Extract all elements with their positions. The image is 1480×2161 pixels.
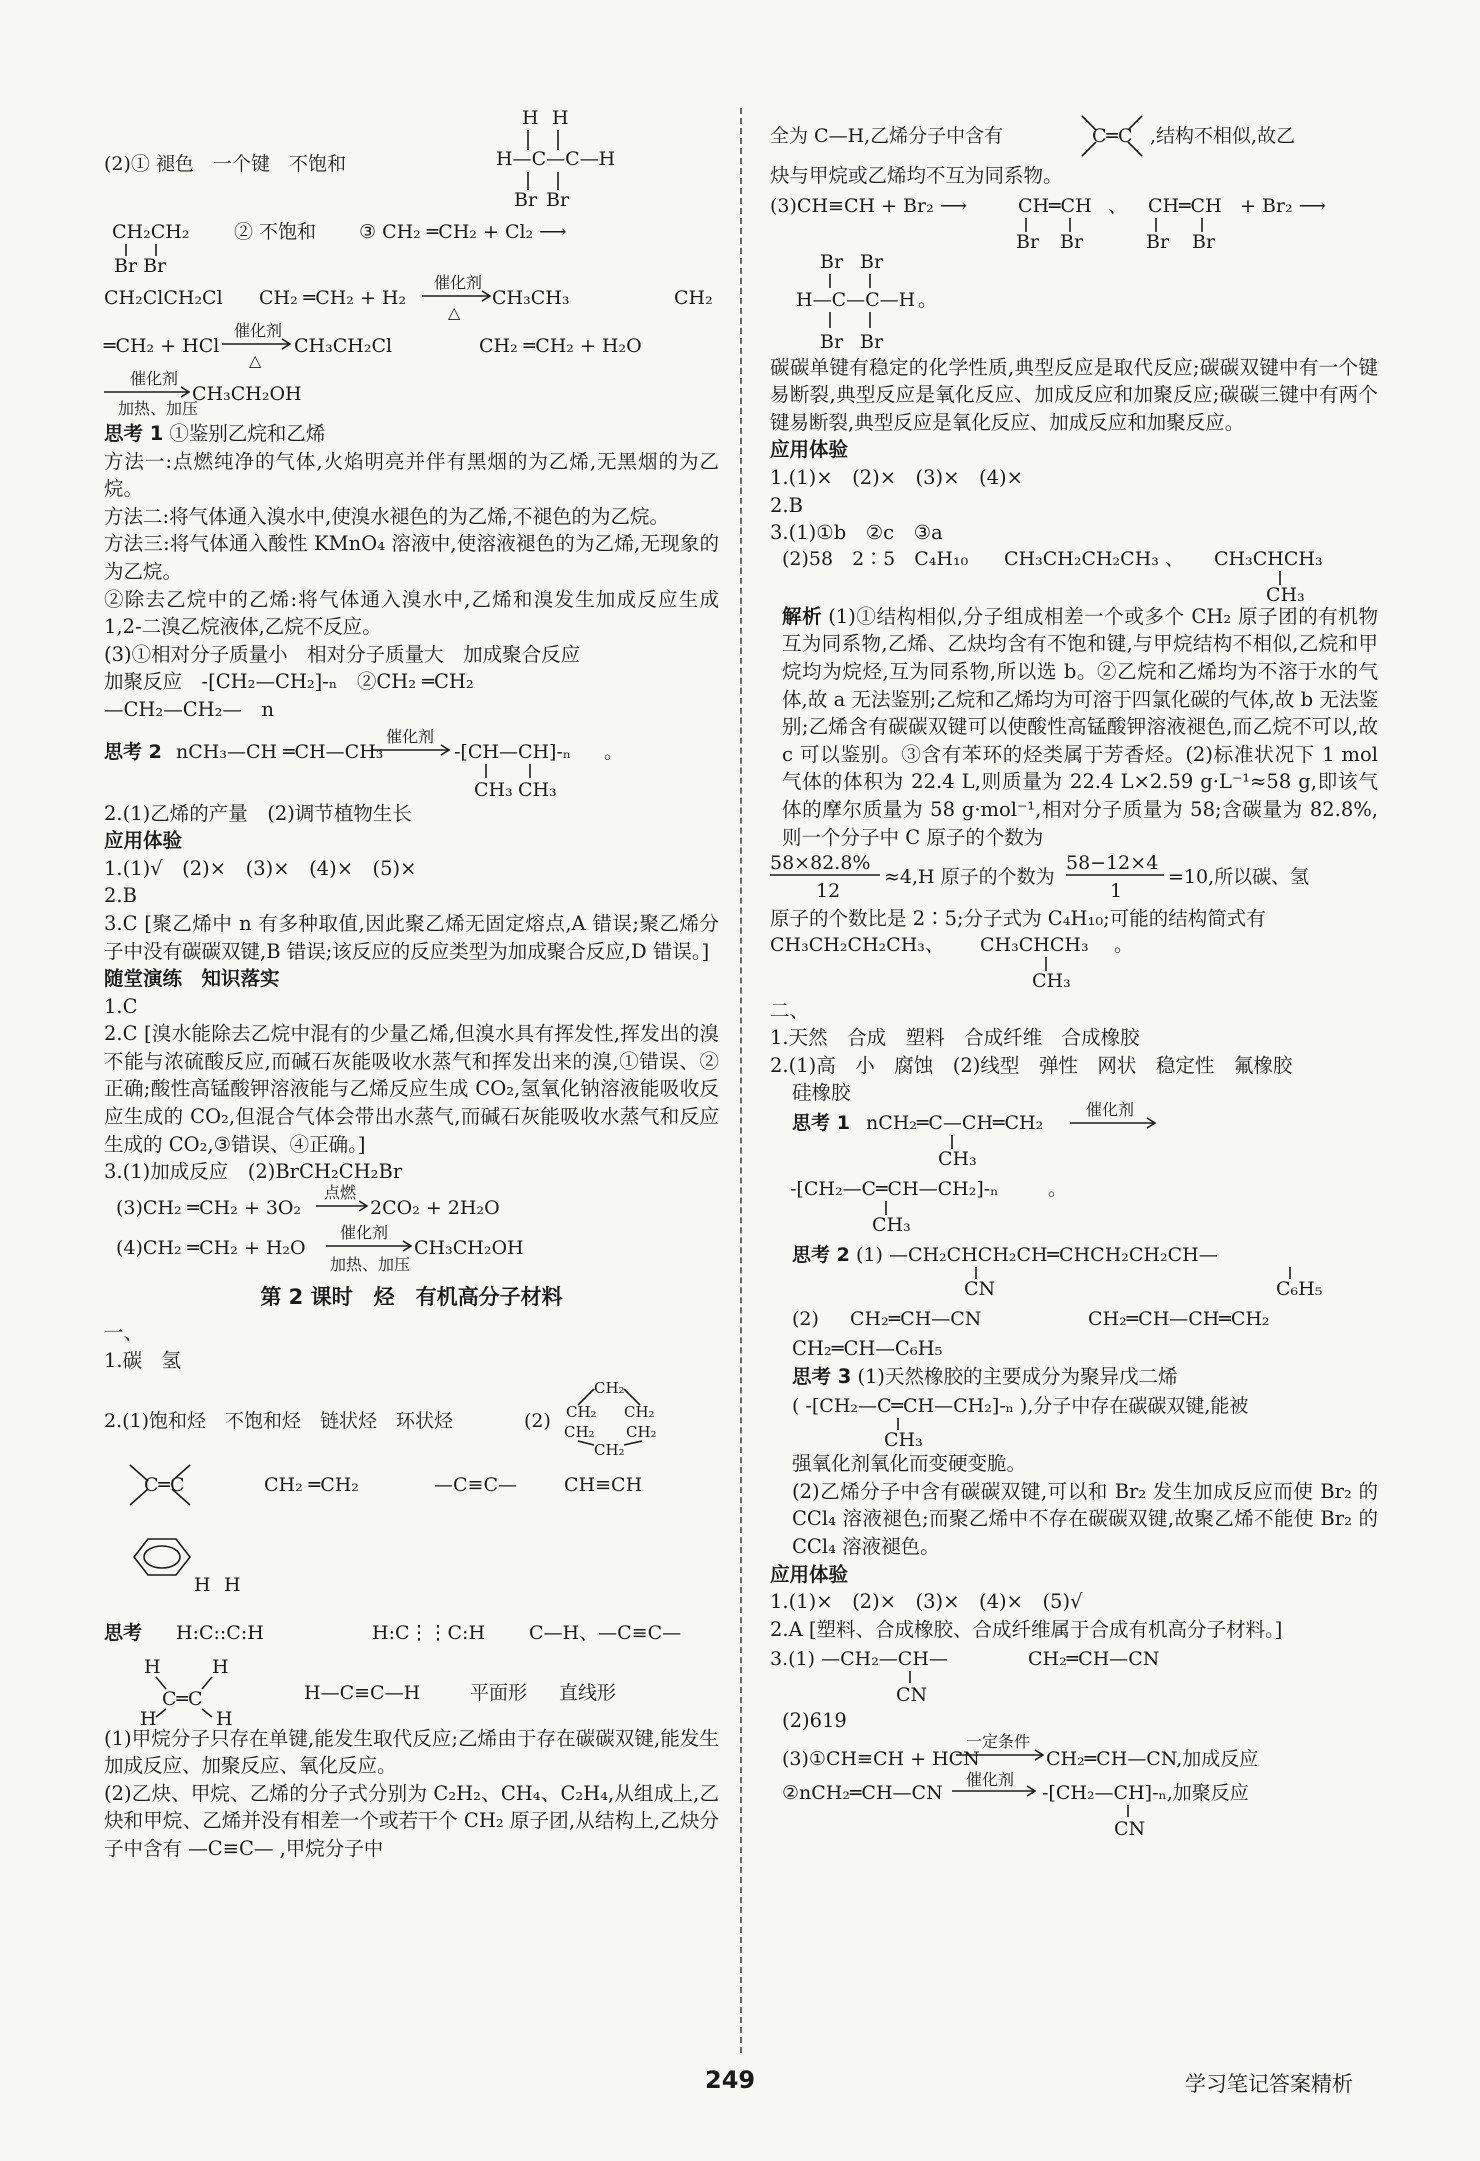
equation: + Br₂ ⟶ — [1240, 194, 1326, 217]
apply-2: 2.B — [770, 493, 803, 517]
cc-triple-bond: —C≡C— — [434, 1473, 517, 1496]
analysis-text: 原子的个数比是 2∶5;分子式为 C₄H₁₀;可能的结构简式有 — [770, 907, 1266, 931]
methyl: CH₃ — [938, 1148, 977, 1171]
equation-row — [104, 322, 719, 370]
apply-3: 3.C [聚乙烯中 n 有多种取值,因此聚乙烯无固定熔点,A 错误;聚乙烯分子中没有碳碳双键,B 错误;该反应的反应类型为加成聚合反应,D 错误。] — [104, 911, 719, 963]
think-3 — [770, 1363, 1378, 1391]
answer: (2)58 2∶5 C₄H₁₀ — [782, 547, 969, 570]
row-svg — [770, 1643, 1378, 1707]
remove-ethylene: ②除去乙烷中的乙烯:将气体通入溴水中,乙烯和溴发生加成反应生成 1,2-二溴乙烷液体,乙烷不反应。 — [104, 587, 719, 639]
product: CH₂═CH—CN,加成反应 — [1046, 1748, 1259, 1770]
atom-br: Br — [1016, 230, 1040, 253]
isoprene: nCH₂═C—CH═CH₂ — [866, 1112, 1044, 1135]
condition-label: 加热、加压 — [330, 1254, 411, 1274]
ch2: CH₂ — [594, 1440, 625, 1459]
addition-polymerization: 加聚反应 -[CH₂—CH₂]-ₙ ②CH₂ ═CH₂ — [104, 670, 474, 694]
think-text-1: (1)甲烷分子只存在单键,能发生取代反应;乙烯由于存在碳碳双键,能发生加成反应、加聚反应、氧化反应。 — [104, 1726, 719, 1778]
atom-br: Br — [820, 330, 844, 353]
answer-1: 1.碳 氢 — [104, 1349, 182, 1373]
reactant: (3)CH₂ ═CH₂ + 3O₂ — [116, 1196, 302, 1219]
fraction-denominator: 1 — [1110, 880, 1123, 903]
practice-1: 1.C — [104, 994, 138, 1018]
cc-double-bond: C═C — [1092, 125, 1133, 147]
methyl: CH₃ — [1266, 583, 1305, 606]
row-svg — [104, 724, 719, 800]
ethylene-lewis: H:C::C:H — [176, 1621, 264, 1644]
atom-h: H — [140, 1707, 157, 1730]
left-column — [104, 107, 719, 1863]
period: 。 — [918, 288, 938, 311]
row-svg — [104, 1573, 719, 1730]
apply-3-3 — [770, 1732, 1378, 1777]
carbon-chain: H—C—C—H — [496, 148, 616, 170]
benzene-circle — [144, 1546, 180, 1568]
answer-1: 1.天然 合成 塑料 合成纤维 合成橡胶 — [770, 1026, 1140, 1050]
label-2: (2) — [524, 1409, 551, 1432]
answer-2-cont: 硅橡胶 — [792, 1081, 851, 1105]
heading-apply: 应用体验 — [770, 438, 849, 462]
row-svg — [104, 208, 719, 277]
row-svg — [104, 1375, 719, 1457]
methyl: CH₃ — [1032, 969, 1071, 992]
practice-3: 3.(1)加成反应 (2)BrCH₂CH₂Br — [104, 1160, 403, 1184]
equation: ③ CH₂ ═CH₂ + Cl₂ ⟶ — [359, 221, 567, 243]
apply-1: 1.(1)× (2)× (3)× (4)× — [770, 465, 1023, 489]
heading-practice: 随堂演练 知识落实 — [104, 967, 280, 991]
method-3: 方法三:将气体通入酸性 KMnO₄ 溶液中,使溶液褪色的为乙烯,无现象的为乙烷。 — [104, 532, 719, 583]
answer-2: 2.(1)高 小 腐蚀 (2)线型 弹性 网状 稳定性 氟橡胶 — [770, 1053, 1293, 1077]
row-svg — [104, 274, 719, 322]
think-1 — [770, 1100, 1378, 1173]
condition-label: 一定条件 — [966, 1732, 1031, 1751]
row-svg — [770, 1303, 1378, 1335]
hydrocarbon-class — [104, 1375, 719, 1457]
apply-1: 1.(1)√ (2)× (3)× (4)× (5)× — [104, 856, 417, 880]
equation-hydration — [104, 1222, 719, 1274]
cc-double-bond: C═C — [162, 1687, 203, 1710]
bond — [202, 1709, 212, 1717]
product: 2CO₂ + 2H₂O — [370, 1196, 500, 1219]
atom-br: Br — [1192, 230, 1216, 253]
ignite-label: 点燃 — [324, 1182, 357, 1202]
catalyst-label: 催化剂 — [966, 1770, 1015, 1789]
think-text: (2)乙烯分子中含有碳碳双键,可以和 Br₂ 发生加成反应而使 Br₂ 的 CCl₄ 溶液褪色;而聚乙烯中不存在碳碳双键,故聚乙烯不能使 Br₂ 的 CCl₄ 溶液褪色。 — [792, 1479, 1378, 1559]
dibromoethene: CH═CH — [1018, 194, 1092, 217]
row-svg — [770, 110, 1378, 162]
atom-h: H — [144, 1655, 161, 1678]
condition-label: 加热、加压 — [118, 399, 199, 418]
catalyst-label: 催化剂 — [234, 321, 283, 340]
think1-3: (3)①相对分子质量小 相对分子质量大 加成聚合反应 — [104, 642, 581, 666]
heat-label: △ — [249, 351, 262, 370]
product: CH₂ClCH₂Cl — [104, 287, 223, 309]
footer-label: 学习笔记答案精析 — [1185, 2072, 1353, 2096]
lesson-title: 第 2 课时 烃 有机高分子材料 — [260, 1284, 563, 1309]
think-label: 思考 2 — [104, 740, 162, 763]
dibromoethene: CH═CH — [1148, 194, 1222, 217]
atom-br: Br — [546, 189, 570, 211]
think-text: (1)天然橡胶的主要成分为聚异戊二烯 — [857, 1364, 1178, 1388]
phenyl: C₆H₅ — [1276, 1278, 1323, 1301]
catalyst-label: 催化剂 — [340, 1222, 389, 1242]
heat-label: △ — [448, 303, 461, 322]
polyisoprene-text: ( -[CH₂—C═CH—CH₂]-ₙ ),分子中存在碳碳双键,能被 — [792, 1395, 1249, 1418]
fraction-row — [770, 851, 1378, 905]
reactant: ②nCH₂═CH—CN — [782, 1782, 943, 1804]
ch2: CH₂ — [626, 1422, 657, 1441]
bond-reactivity: 碳碳单键有稳定的化学性质,典型反应是取代反应;碳碳双键中有一个键易断裂,典型反应是氧化反应、加成反应和加聚反应;碳碳三键中有两个键易断裂,典型反应是氧化反应、加成反应和加聚反应。 — [770, 355, 1378, 434]
row-svg — [770, 190, 1378, 253]
catalyst-label: 催化剂 — [1086, 1100, 1135, 1120]
ch2: CH₂ — [594, 1378, 625, 1397]
structure-compare — [770, 110, 1378, 162]
product: CH₃CH₂OH — [192, 383, 302, 405]
atom-br: Br — [514, 189, 538, 211]
polymer-chain: (1) —CH₂CHCH₂CH═CHCH₂CH₂CH— — [856, 1244, 1218, 1267]
row-svg — [770, 933, 1378, 992]
bond — [202, 1677, 212, 1689]
think-label: 思考 1 — [104, 422, 164, 445]
nitrile: CN — [964, 1278, 996, 1301]
butadiene: CH₂═CH—CH═CH₂ — [1088, 1308, 1270, 1331]
row-svg — [770, 1173, 1378, 1239]
methyl: CH₃ — [872, 1214, 911, 1237]
row-svg — [770, 1100, 1378, 1173]
text: ≈4,H 原子的个数为 — [884, 866, 1055, 889]
apply-3-1 — [770, 1643, 1378, 1707]
think-label: 思考 1 — [792, 1112, 850, 1135]
answer-2: 2.(1)饱和烃 不饱和烃 链状烃 环状烃 — [104, 1409, 454, 1432]
row-svg — [770, 250, 1378, 354]
row-svg — [770, 1770, 1378, 1841]
ch2: CH₂ — [566, 1402, 597, 1421]
row-svg — [770, 547, 1378, 606]
column-divider — [740, 108, 742, 2053]
benzene-ring — [134, 1539, 190, 1575]
unsaturated: ② 不饱和 — [234, 221, 317, 243]
carbon-chain: H—C—C—H — [796, 288, 916, 311]
row-svg — [104, 1457, 719, 1577]
atom-h: H — [194, 1573, 211, 1596]
reactant: CH₂ ═CH₂ + H₂ — [259, 287, 407, 309]
chain-unit: —CH₂—CH₂— n — [104, 697, 275, 721]
atom-br: Br — [860, 250, 884, 273]
answer-2-2 — [104, 208, 719, 277]
analysis-label: 解析 — [782, 604, 823, 628]
dibromo-structure — [104, 107, 719, 211]
atom-br: Br — [820, 250, 844, 273]
equation-row — [104, 370, 719, 420]
ch2: CH₂ — [674, 287, 713, 309]
method-2: 方法二:将气体通入溴水中,使溴水褪色的为乙烯,不褪色的为乙烷。 — [104, 504, 669, 528]
text: ,结构不相似,故乙 — [1150, 125, 1296, 147]
analysis-text: (1)①结构相似,分子组成相差一个或多个 CH₂ 原子团的有机物互为同系物,乙烯、乙炔均含有不饱和键,与甲烷结构不相似,乙烷和甲烷均为烷烃,互为同系物,所以选 b。②乙烷和乙烯均为不溶于水的气体,故 a 无法鉴别;乙烷和乙烯均为可溶于四氯化碳的气体,故 b 无法鉴别;乙烯含有碳碳双键可以使酸性高锰酸钾溶液褪色,而乙烷不可以,故 c 可以鉴别。③含有苯环的烃类属于芳香烃。(2)标准状况下 1 mol 气体的体积为 22.4 L,则质量为 22.4 L×2.59 g·L⁻¹≈58 g,即该气体的摩尔质量为 58 g·mol⁻¹,相对分子质量为 58;含碳量为 82.8%,则一个分子中 C 原子的个数为 — [782, 604, 1378, 849]
right-column — [770, 110, 1378, 1841]
product: CH₃CH₂OH — [414, 1236, 524, 1259]
methyl: CH₃ — [518, 778, 557, 801]
catalyst-label: 催化剂 — [130, 369, 179, 388]
text: 全为 C—H,乙烯分子中含有 — [770, 125, 1004, 147]
methyl: CH₃ — [474, 778, 513, 801]
butane: CH₃CH₂CH₂CH₃ 、 — [1004, 547, 1184, 570]
reactant: CH₂ ═CH₂ + H₂O — [479, 335, 642, 357]
atom-h: H — [522, 107, 539, 129]
atom-h: H — [552, 107, 569, 129]
fraction-numerator: 58×82.8% — [770, 852, 871, 875]
polymer: -[CH₂—CH]-ₙ,加聚反应 — [1042, 1782, 1249, 1804]
apply-2: 2.A [塑料、合成橡胶、合成纤维属于合成有机高分子材料。] — [770, 1617, 1283, 1641]
catalyst-label: 催化剂 — [386, 726, 435, 746]
polyisoprene — [770, 1173, 1378, 1239]
section-1: 一、 — [104, 1321, 144, 1345]
think1-head — [104, 420, 719, 448]
nitrile: CN — [896, 1684, 928, 1707]
apply-2: 2.B — [104, 884, 137, 908]
cyclohexane-structure — [564, 1379, 657, 1459]
planar: 平面形 — [470, 1681, 528, 1704]
label: (2) — [792, 1308, 819, 1331]
answer-text: (2)① 褪色 一个键 不饱和 — [104, 153, 346, 175]
reactant: (3)①CH≡CH + HCN — [782, 1748, 980, 1770]
linear: 直线形 — [559, 1681, 617, 1704]
cc-double-bond: C═C — [144, 1473, 185, 1496]
atom-h: H — [216, 1707, 233, 1730]
think-label: 思考 2 — [792, 1244, 850, 1267]
analysis-structures — [770, 933, 1378, 992]
bond-list: C—H、—C≡C— — [529, 1621, 682, 1644]
separator: 、 — [1108, 194, 1128, 217]
atom-br: Br — [860, 330, 884, 353]
equation-row — [104, 274, 719, 322]
text: =10,所以碳、氢 — [1168, 866, 1310, 889]
row-svg — [104, 1222, 719, 1274]
section-2: 二、 — [770, 998, 810, 1022]
acrylonitrile: CH₂═CH—CN — [1028, 1648, 1160, 1671]
heading-apply: 应用体验 — [104, 829, 183, 853]
row-svg — [104, 370, 719, 420]
ch2: CH₂ — [564, 1422, 595, 1441]
acetylene-lewis: H:C⋮⋮C:H — [372, 1621, 486, 1644]
period: 。 — [1114, 933, 1134, 956]
think-2-monomers — [770, 1303, 1378, 1335]
think-text: ①鉴别乙烷和乙烯 — [169, 422, 326, 445]
tetrabromoethane — [770, 250, 1378, 354]
answer-2-1 — [104, 107, 719, 211]
atom-h: H — [212, 1655, 229, 1678]
think-2 — [770, 1239, 1378, 1303]
equation: (3)CH≡CH + Br₂ ⟶ — [770, 194, 967, 217]
atom-br: Br — [1146, 230, 1170, 253]
apply-3-4 — [770, 1770, 1378, 1841]
acetylene: CH≡CH — [564, 1473, 643, 1496]
heading-apply: 应用体验 — [770, 1562, 849, 1586]
polymer: -[CH₂—C═CH—CH₂]-ₙ — [790, 1178, 999, 1201]
method-1: 方法一:点燃纯净的气体,火焰明亮并伴有黑烟的为乙烯,无黑烟的为乙烷。 — [104, 449, 719, 501]
apply-3: 3.(1)①b ②c ③a — [770, 521, 943, 545]
bromine-addition — [770, 190, 1378, 253]
row-svg — [770, 1239, 1378, 1303]
acetylene-structure: H—C≡C—H — [304, 1681, 421, 1704]
reactant: (4)CH₂ ═CH₂ + H₂O — [116, 1236, 306, 1259]
methyl: CH₃ — [884, 1429, 923, 1452]
bond-types — [104, 1457, 719, 1577]
nitrile: CN — [1114, 1818, 1146, 1840]
period: 。 — [1048, 1178, 1068, 1201]
think-3-structure — [770, 1390, 1378, 1450]
reactant: ═CH₂ + HCl — [104, 335, 220, 357]
isobutane: CH₃CHCH₃ — [1214, 547, 1323, 570]
row-svg — [104, 322, 719, 370]
atom-br: Br — [1060, 230, 1084, 253]
apply-3-2: (2)619 — [782, 1709, 847, 1733]
acrylonitrile: CH₂═CH—CN — [850, 1308, 982, 1331]
atom-h: H — [224, 1573, 241, 1596]
polymer-unit: 3.(1) —CH₂—CH— — [770, 1648, 948, 1671]
row-svg — [770, 1732, 1378, 1777]
apply-3-2 — [770, 547, 1378, 606]
answer-2: 2.(1)乙烯的产量 (2)调节植物生长 — [104, 801, 412, 825]
practice-2: 2.C [溴水能除去乙烷中混有的少量乙烯,但溴水具有挥发性,挥发出的溴不能与浓硫酸反应,而碱石灰能吸收水蒸气和挥发出来的溴,①错误、②正确;酸性高锰酸钾溶液能与乙烯反应生成 CO₂,氢氧化钠溶液能吸收反应生成的 CO₂,但混合气体会带出水蒸气,而碱石灰能吸收水蒸气和反应生成的 CO₂,③错误、④正确。] — [104, 1022, 719, 1156]
ch2ch2: CH₂CH₂ — [112, 221, 190, 243]
bond — [156, 1709, 166, 1717]
think-text-2: (2)乙炔、甲烷、乙烯的分子式分别为 C₂H₂、CH₄、C₂H₄,从组成上,乙炔和甲烷、乙烯并没有相差一个或若干个 CH₂ 原子团,从结构上,乙炔分子中含有 —C≡C— ,甲烷分子中 — [104, 1781, 719, 1860]
product: CH₃CH₃ — [492, 287, 570, 309]
think-text: 强氧化剂氧化而变硬变脆。 — [792, 1452, 1027, 1476]
styrene: CH₂═CH—C₆H₅ — [792, 1337, 943, 1361]
ch2: CH₂ — [624, 1402, 655, 1421]
fraction-denominator: 12 — [816, 880, 841, 903]
reactant: nCH₃—CH ═CH—CH₃ — [176, 740, 384, 763]
think-lewis — [104, 1573, 719, 1730]
homolog-statement: 炔与甲烷或乙烯均不互为同系物。 — [770, 164, 1063, 187]
apply-1: 1.(1)× (2)× (3)× (4)× (5)√ — [770, 1590, 1083, 1614]
period: 。 — [604, 740, 624, 763]
page-number: 249 — [705, 2066, 756, 2094]
think-label: 思考 3 — [792, 1364, 852, 1388]
fraction-numerator: 58−12×4 — [1066, 852, 1159, 875]
butane: CH₃CH₂CH₂CH₃、 — [770, 933, 944, 956]
row-svg — [104, 1182, 719, 1226]
think-label: 思考 — [104, 1621, 143, 1644]
polymer: -[CH—CH]-ₙ — [454, 740, 572, 763]
catalyst-label: 催化剂 — [434, 273, 483, 292]
br-br: Br Br — [114, 255, 167, 277]
isobutane: CH₃CHCH₃ — [980, 933, 1089, 956]
row-svg — [770, 1390, 1378, 1450]
ethylene: CH₂ ═CH₂ — [264, 1473, 359, 1496]
product: CH₃CH₂Cl — [294, 335, 393, 357]
row-svg — [770, 851, 1378, 905]
equation-combustion — [104, 1182, 719, 1226]
analysis — [770, 603, 1378, 851]
think2 — [104, 724, 719, 800]
